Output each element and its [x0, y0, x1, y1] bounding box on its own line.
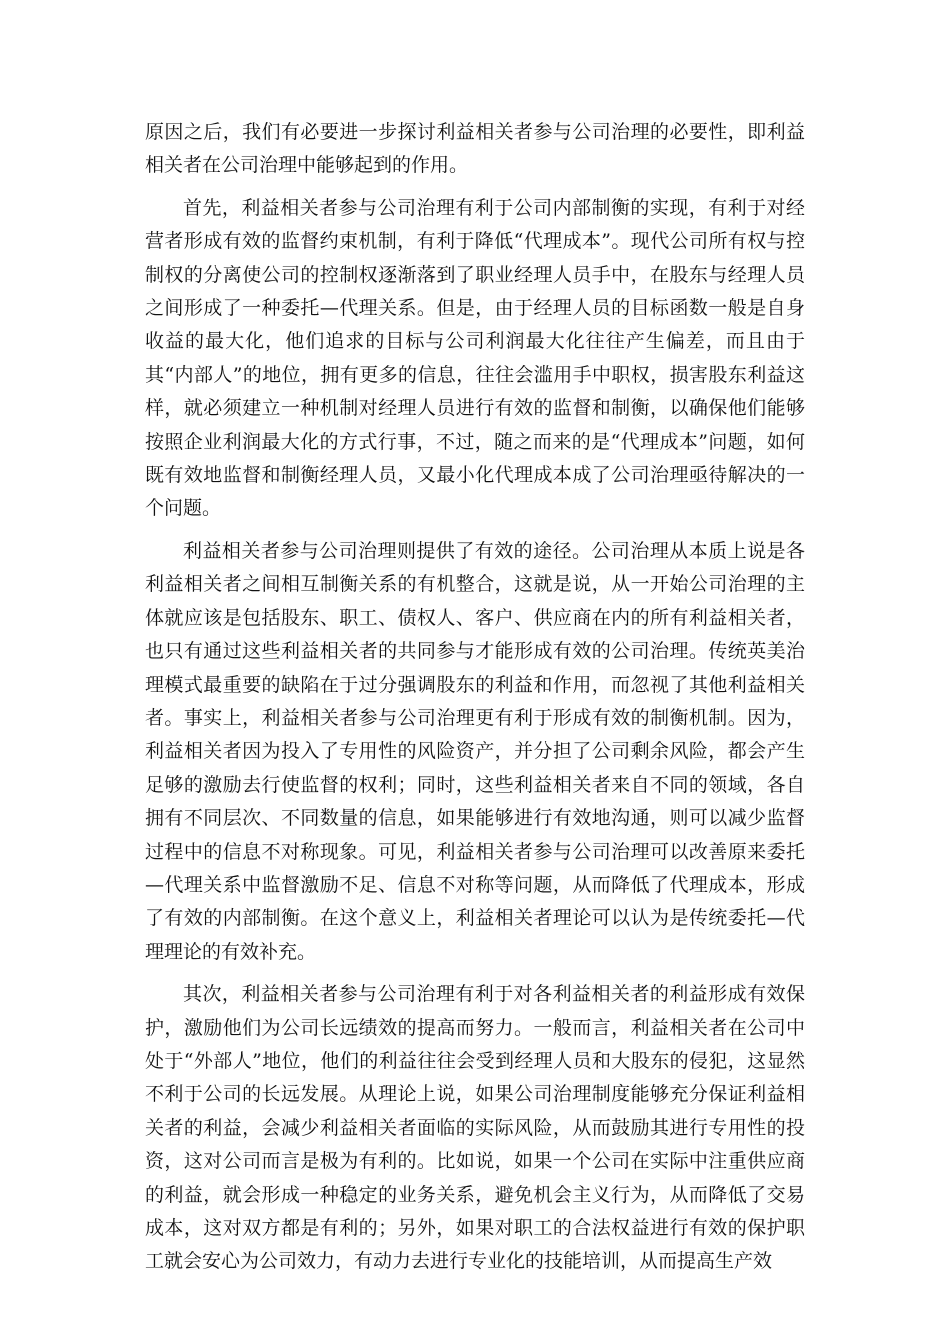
paragraph-4: 其次，利益相关者参与公司治理有利于对各利益相关者的利益形成有效保护，激励他们为公司长远绩效的提高而努力。一般而言，利益相关者在公司中处于“外部人”地位，他们的利益往往会受到经理人员和大股东的侵犯，这显然不利于公司的长远发展。从理论上说，如果公司治理制度能够充分保证利益相关者的利益，会减少利益相关者面临的实际风险，从而鼓励其进行专用性的投资，这对公司而言是极为有利的。比如说，如果一个公司在实际中注重供应商的利益，就会形成一种稳定的业务关系，避免机会主义行为，从而降低了交易成本，这对双方都是有利的；另外，如果对职工的合法权益进行有效的保护职工就会安心为公司效力，有动力去进行专业化的技能培训，从而提高生产效: [145, 983, 805, 1273]
paragraph-1: 原因之后，我们有必要进一步探讨利益相关者参与公司治理的必要性，即利益相关者在公司治理中能够起到的作用。: [145, 121, 805, 177]
paragraph-3: 利益相关者参与公司治理则提供了有效的途径。公司治理从本质上说是各利益相关者之间相互制衡关系的有机整合，这就是说，从一开始公司治理的主体就应该是包括股东、职工、债权人、客户、供应商在内的所有利益相关者，也只有通过这些利益相关者的共同参与才能形成有效的公司治理。传统英美治理模式最重要的缺陷在于过分强调股东的利益和作用，而忽视了其他利益相关者。事实上，利益相关者参与公司治理更有利于形成有效的制衡机制。因为，利益相关者因为投入了专用性的风险资产，并分担了公司剩余风险，都会产生足够的激励去行使监督的权利；同时，这些利益相关者来自不同的领域，各自拥有不同层次、不同数量的信息，如果能够进行有效地沟通，则可以减少监督过程中的信息不对称现象。可见，利益相关者参与公司治理可以改善原来委托—代理关系中监督激励不足、信息不对称等问题，从而降低了代理成本，形成了有效的内部制衡。在这个意义上，利益相关者理论可以认为是传统委托—代理理论的有效补充。: [145, 539, 805, 963]
document-page: [145, 116, 805, 1288]
paragraph-2: 首先，利益相关者参与公司治理有利于公司内部制衡的实现，有利于对经营者形成有效的监督约束机制，有利于降低“代理成本”。现代公司所有权与控制权的分离使公司的控制权逐渐落到了职业经理人员手中，在股东与经理人员之间形成了一种委托—代理关系。但是，由于经理人员的目标函数一般是自身收益的最大化，他们追求的目标与公司利润最大化往往产生偏差，而且由于其“内部人”的地位，拥有更多的信息，往往会滥用手中职权，损害股东利益这样，就必须建立一种机制对经理人员进行有效的监督和制衡，以确保他们能够按照企业利润最大化的方式行事，不过，随之而来的是“代理成本”问题，如何既有效地监督和制衡经理人员，又最小化代理成本成了公司治理亟待解决的一个问题。: [145, 196, 805, 520]
